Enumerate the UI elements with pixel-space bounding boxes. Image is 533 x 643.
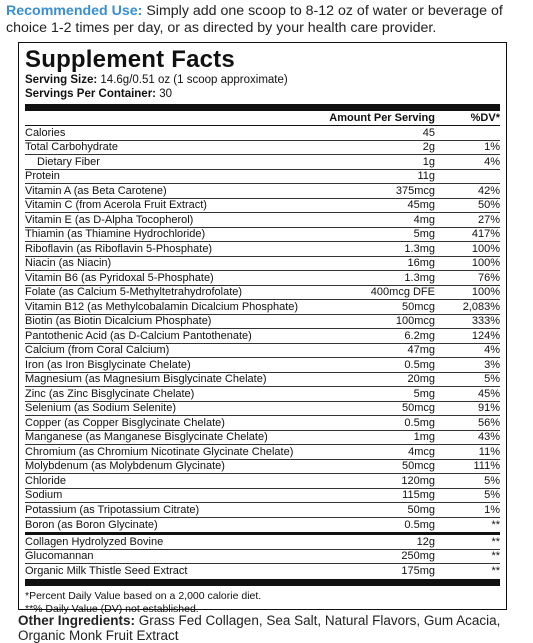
nutrient-dv: 56% bbox=[477, 416, 500, 429]
nutrient-name: Boron (as Boron Glycinate) bbox=[25, 518, 158, 531]
nutrient-amount: 12g bbox=[416, 535, 435, 548]
nutrient-amount: 45mg bbox=[407, 199, 435, 211]
table-row bbox=[25, 300, 500, 315]
table-row bbox=[25, 155, 500, 170]
nutrient-amount: 50mcg bbox=[401, 402, 435, 414]
nutrient-name: Dietary Fiber bbox=[37, 155, 100, 168]
table-row bbox=[25, 518, 500, 533]
table-row bbox=[25, 286, 500, 301]
nutrient-name: Thiamin (as Thiamine Hydrochloride) bbox=[25, 228, 206, 240]
serving-size-label: Serving Size: bbox=[25, 74, 98, 86]
nutrient-name: Manganese (as Manganese Bisglycinate Chelate) bbox=[25, 431, 268, 443]
nutrient-name: Collagen Hydrolyzed Bovine bbox=[25, 535, 164, 548]
nutrient-amount: 1g bbox=[422, 155, 435, 168]
table-row bbox=[25, 141, 500, 156]
footnote-dv: *Percent Daily Value based on a 2,000 calorie diet. bbox=[25, 589, 262, 602]
nutrient-name: Niacin (as Niacin) bbox=[25, 257, 112, 269]
table-row bbox=[25, 170, 500, 185]
other-ingredients-label: Other Ingredients: bbox=[18, 613, 136, 628]
nutrient-amount: 50mcg bbox=[401, 300, 435, 313]
nutrient-dv: 4% bbox=[484, 344, 500, 356]
thick-divider bbox=[25, 104, 500, 111]
table-row bbox=[25, 358, 500, 373]
nutrient-name: Molybdenum (as Molybdenum Glycinate) bbox=[25, 460, 225, 472]
nutrient-amount: 4mg bbox=[413, 213, 435, 226]
other-ingredients bbox=[18, 613, 530, 643]
nutrient-amount: 0.5mg bbox=[404, 416, 435, 429]
table-row bbox=[25, 126, 500, 141]
nutrient-name: Potassium (as Tripotassium Citrate) bbox=[25, 503, 200, 516]
nutrient-name: Protein bbox=[25, 170, 60, 182]
panel-title: Supplement Facts bbox=[25, 46, 235, 73]
nutrient-dv: 111% bbox=[473, 460, 500, 472]
nutrient-dv: 76% bbox=[477, 271, 500, 284]
nutrient-amount: 5mg bbox=[413, 387, 435, 400]
table-row bbox=[25, 503, 500, 518]
nutrient-amount: 4mcg bbox=[408, 445, 435, 458]
nutrient-amount: 0.5mg bbox=[404, 358, 435, 371]
nutrient-dv: 124% bbox=[471, 329, 500, 342]
table-row bbox=[25, 431, 500, 446]
nutrient-name: Biotin (as Biotin Dicalcium Phosphate) bbox=[25, 315, 212, 327]
nutrient-dv: 100% bbox=[471, 242, 500, 255]
table-row bbox=[25, 271, 500, 286]
nutrient-name: Sodium bbox=[25, 489, 63, 501]
nutrient-dv: 11% bbox=[478, 445, 500, 458]
table-row bbox=[25, 199, 500, 214]
nutrient-dv: 1% bbox=[484, 141, 500, 153]
nutrient-amount: 120mg bbox=[401, 474, 435, 487]
table-row bbox=[25, 460, 500, 475]
nutrient-dv: 5% bbox=[484, 489, 500, 501]
nutrient-amount: 11g bbox=[417, 170, 435, 182]
table-row bbox=[25, 474, 500, 489]
table-row bbox=[25, 344, 500, 359]
nutrient-name: Selenium (as Sodium Selenite) bbox=[25, 402, 177, 414]
table-row bbox=[25, 445, 500, 460]
nutrient-name: Organic Milk Thistle Seed Extract bbox=[25, 565, 188, 577]
table-row bbox=[25, 228, 500, 243]
table-row bbox=[25, 416, 500, 431]
nutrient-amount: 1.3mg bbox=[404, 242, 435, 255]
nutrient-dv: 1% bbox=[484, 503, 500, 516]
supplement-facts-panel bbox=[18, 42, 507, 615]
table-row bbox=[25, 402, 500, 417]
recommended-use-text: Simply add one scoop to 8-12 oz of water or beverage of choice 1-2 times per day, or as directed by your health care provider. bbox=[6, 3, 503, 36]
nutrient-amount: 1mg bbox=[413, 431, 435, 443]
nutrient-name: Iron (as Iron Bisglycinate Chelate) bbox=[25, 358, 191, 371]
nutrient-amount: 115mg bbox=[402, 489, 435, 501]
nutrient-dv: 50% bbox=[477, 199, 500, 211]
table-row bbox=[25, 373, 500, 388]
ingredient-list bbox=[25, 535, 500, 579]
nutrient-name: Calcium (from Coral Calcium) bbox=[25, 344, 170, 356]
nutrient-amount: 5mg bbox=[413, 228, 435, 240]
nutrient-dv: 100% bbox=[471, 257, 500, 269]
nutrient-amount: 6.2mg bbox=[404, 329, 435, 342]
recommended-use bbox=[6, 3, 530, 37]
nutrient-name: Chloride bbox=[25, 474, 66, 487]
nutrient-list bbox=[25, 126, 500, 532]
nutrient-dv: 417% bbox=[471, 228, 500, 240]
other-ingredients-text: Grass Fed Collagen, Sea Salt, Natural Flavors, Gum Acacia, Organic Monk Fruit Extract bbox=[18, 613, 501, 643]
table-row bbox=[25, 535, 500, 550]
table-row bbox=[25, 242, 500, 257]
nutrient-amount: 175mg bbox=[401, 565, 435, 577]
nutrient-dv: 333% bbox=[471, 315, 500, 327]
nutrient-amount: 45 bbox=[422, 126, 435, 139]
nutrient-dv: ** bbox=[491, 518, 500, 531]
nutrient-amount: 250mg bbox=[401, 550, 435, 562]
nutrient-dv: 27% bbox=[477, 213, 500, 226]
table-header bbox=[25, 111, 500, 126]
nutrient-amount: 100mcg bbox=[395, 315, 435, 327]
nutrient-dv: 43% bbox=[477, 431, 500, 443]
nutrient-dv: 91% bbox=[477, 402, 500, 414]
header-dv: %DV* bbox=[470, 112, 500, 124]
nutrient-name: Vitamin B12 (as Methylcobalamin Dicalcium Phosphate) bbox=[25, 300, 299, 313]
nutrient-dv: 3% bbox=[484, 358, 500, 371]
serving-size-value: 14.6g/0.51 oz (1 scoop approximate) bbox=[97, 74, 288, 86]
servings-value: 30 bbox=[156, 87, 173, 100]
nutrient-amount: 20mg bbox=[407, 373, 435, 385]
table-row bbox=[25, 550, 500, 565]
nutrient-name: Glucomannan bbox=[25, 550, 94, 562]
footnote-not-established: **% Daily Value (DV) not established. bbox=[25, 602, 199, 615]
table-row bbox=[25, 564, 500, 579]
nutrient-name: Folate (as Calcium 5-Methyltetrahydrofolate) bbox=[25, 286, 243, 298]
nutrient-dv: 5% bbox=[484, 373, 500, 385]
servings-per-container bbox=[25, 88, 500, 102]
nutrient-amount: 50mg bbox=[407, 503, 435, 516]
nutrient-name: Chromium (as Chromium Nicotinate Glycinate Chelate) bbox=[25, 445, 294, 458]
nutrient-dv: ** bbox=[491, 535, 500, 548]
thick-divider-bottom bbox=[25, 579, 500, 586]
nutrient-name: Riboflavin (as Riboflavin 5-Phosphate) bbox=[25, 242, 213, 255]
nutrient-dv: 5% bbox=[484, 474, 500, 487]
table-row bbox=[25, 315, 500, 330]
nutrient-amount: 0.5mg bbox=[404, 518, 435, 531]
nutrient-dv: 4% bbox=[484, 155, 500, 168]
header-amount: Amount Per Serving bbox=[329, 112, 435, 124]
table-row bbox=[25, 257, 500, 272]
footnotes bbox=[25, 586, 500, 616]
table-row bbox=[25, 184, 500, 199]
nutrient-name: Calories bbox=[25, 126, 66, 139]
servings-label: Servings Per Container: bbox=[25, 87, 157, 100]
table-row bbox=[25, 387, 500, 402]
nutrient-name: Vitamin B6 (as Pyridoxal 5-Phosphate) bbox=[25, 271, 214, 284]
nutrient-dv: 42% bbox=[477, 184, 500, 197]
nutrient-name: Vitamin C (from Acerola Fruit Extract) bbox=[25, 199, 207, 211]
nutrient-amount: 2g bbox=[422, 141, 435, 153]
nutrient-name: Zinc (as Zinc Bisglycinate Chelate) bbox=[25, 387, 195, 400]
nutrient-name: Magnesium (as Magnesium Bisglycinate Chelate) bbox=[25, 373, 267, 385]
nutrient-amount: 1.3mg bbox=[404, 271, 435, 284]
nutrient-dv: 2,083% bbox=[462, 300, 500, 313]
nutrient-amount: 50mcg bbox=[401, 460, 435, 472]
nutrient-name: Total Carbohydrate bbox=[25, 141, 118, 153]
nutrient-name: Vitamin E (as D-Alpha Tocopherol) bbox=[25, 213, 194, 226]
nutrient-amount: 47mg bbox=[407, 344, 435, 356]
nutrient-dv: ** bbox=[491, 550, 500, 562]
serving-size bbox=[25, 74, 500, 88]
table-row bbox=[25, 329, 500, 344]
table-row bbox=[25, 489, 500, 504]
nutrient-dv: 100% bbox=[471, 286, 500, 298]
nutrient-amount: 16mg bbox=[407, 257, 435, 269]
nutrient-amount: 375mcg bbox=[395, 184, 435, 197]
nutrient-dv: 45% bbox=[477, 387, 500, 400]
nutrient-amount: 400mcg DFE bbox=[370, 286, 435, 298]
nutrient-name: Pantothenic Acid (as D-Calcium Pantothenate) bbox=[25, 329, 252, 342]
table-row bbox=[25, 213, 500, 228]
nutrient-dv: ** bbox=[491, 565, 500, 577]
recommended-use-label: Recommended Use: bbox=[6, 3, 143, 19]
nutrient-name: Copper (as Copper Bisglycinate Chelate) bbox=[25, 416, 225, 429]
nutrient-name: Vitamin A (as Beta Carotene) bbox=[25, 184, 167, 197]
